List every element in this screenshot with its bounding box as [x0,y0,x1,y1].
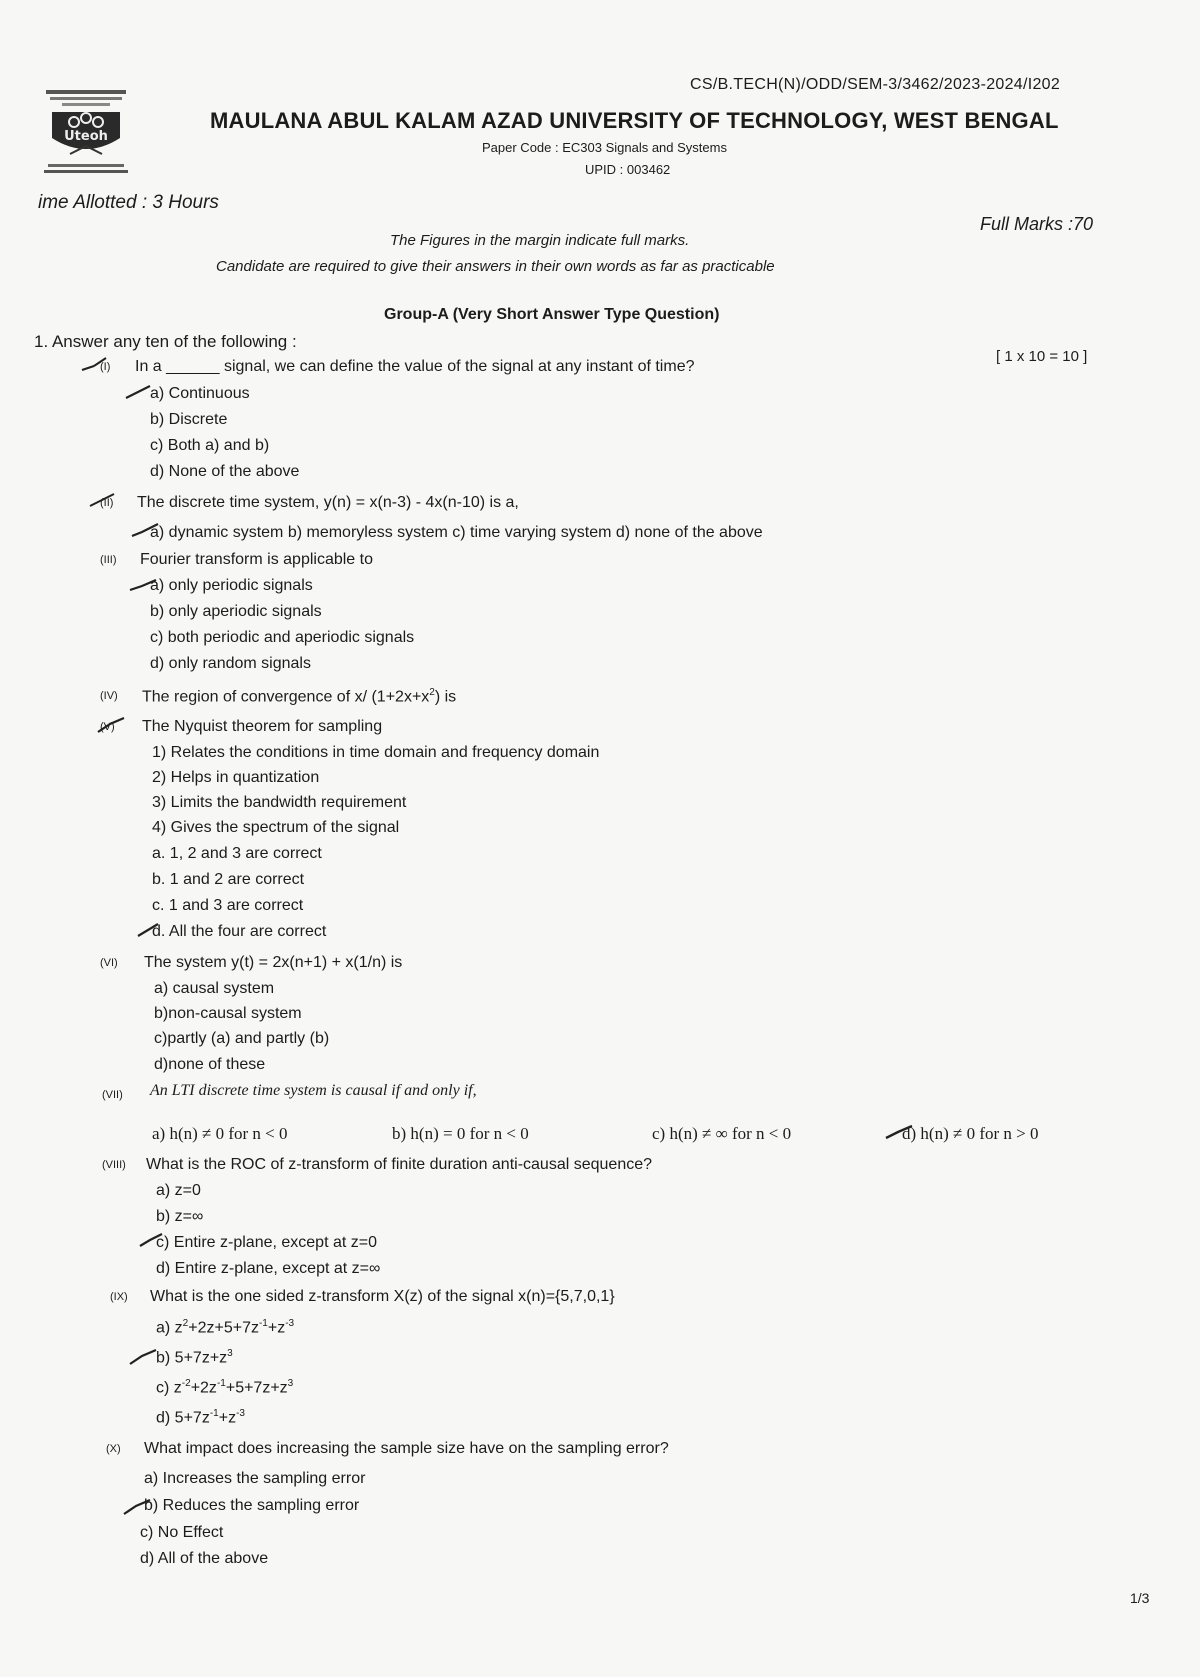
option-d: d)none of these [154,1056,266,1073]
university-logo [40,88,132,180]
group-a-title: Group-A (Very Short Answer Type Question) [384,306,720,323]
instruction-own-words: Candidate are required to give their answers in their own words as far as practicable [216,258,775,275]
option-c: c) Entire z-plane, except at z=0 [156,1234,377,1251]
handwritten-tick-mark [128,576,158,594]
option-c: c) Both a) and b) [150,437,270,454]
question-stem: What is the ROC of z-transform of finite duration anti-causal sequence? [146,1156,653,1173]
instruction-margin-marks: The Figures in the margin indicate full marks. [390,232,690,249]
handwritten-tick-mark [884,1124,914,1142]
question-stem: In a ______ signal, we can define the value of the signal at any instant of time? [135,358,695,375]
question-stem: What is the one sided z-transform X(z) of the signal x(n)={5,7,0,1} [150,1288,615,1305]
university-name: MAULANA ABUL KALAM AZAD UNIVERSITY OF TECHNOLOGY, WEST BENGAL [210,108,1059,133]
option-c: c. 1 and 3 are correct [152,897,304,914]
option-a: a) causal system [154,980,275,997]
question-1-marks: [ 1 x 10 = 10 ] [996,348,1088,365]
full-marks: Full Marks :70 [980,214,1094,234]
option-d: d. All the four are correct [152,923,327,940]
option-b: b) Discrete [150,411,228,428]
statement-1: 1) Relates the conditions in time domain and frequency domain [152,744,600,761]
handwritten-tick-mark [80,356,110,374]
question-number: (VI) [100,957,118,969]
option-a: a) Continuous [150,385,250,402]
logo-text: Uteoh [64,129,108,144]
option-b: b) $5+7z+z^3$ [156,1348,233,1367]
option-a: a) Increases the sampling error [144,1470,366,1487]
option-d: d) h(n) ≠ 0 for n > 0 [902,1124,1039,1143]
handwritten-tick-mark [96,716,126,734]
option-c: c)partly (a) and partly (b) [154,1030,330,1047]
option-c: c) No Effect [140,1524,224,1541]
question-number: (III) [100,554,117,566]
option-b: b) only aperiodic signals [150,603,322,620]
question-number: (VII) [102,1089,123,1101]
handwritten-tick-mark [128,1348,158,1366]
option-b: b) z=∞ [156,1208,204,1225]
question-stem: Fourier transform is applicable to [140,551,373,568]
statement-3: 3) Limits the bandwidth requirement [152,794,407,811]
statement-4: 4) Gives the spectrum of the signal [152,819,400,836]
option-c: c) both periodic and aperiodic signals [150,629,415,646]
handwritten-tick-mark [130,522,160,540]
question-number: (IX) [110,1291,128,1303]
question-stem: What impact does increasing the sample size have on the sampling error? [144,1440,669,1457]
option-b: b) h(n) = 0 for n < 0 [392,1124,529,1143]
time-allotted: ime Allotted : 3 Hours [38,192,219,213]
page-number: 1/3 [1130,1590,1150,1606]
question-stem: The discrete time system, y(n) = x(n-3) - 4x(n-10) is a, [137,494,519,511]
upid: UPID : 003462 [585,162,671,177]
question-stem: The system y(t) = 2x(n+1) + x(1/n) is [144,954,403,971]
paper-code: Paper Code : EC303 Signals and Systems [482,140,727,155]
question-1-title: 1. Answer any ten of the following : [34,332,297,351]
question-stem: The Nyquist theorem for sampling [142,718,383,735]
handwritten-tick-mark [122,1498,152,1516]
option-b: b. 1 and 2 are correct [152,871,305,888]
option-d: d) $5+7z^{-1}+z^{-3}$ [156,1408,245,1427]
handwritten-tick-mark [88,492,118,510]
option-d: d) Entire z-plane, except at z=∞ [156,1260,381,1277]
paper-reference-code: CS/B.TECH(N)/ODD/SEM-3/3462/2023-2024/I202 [690,76,1061,93]
option-b: b) Reduces the sampling error [144,1497,360,1514]
handwritten-tick-mark [138,1232,168,1250]
question-number: (V) [100,721,115,733]
handwritten-tick-mark [124,384,154,402]
question-stem: The region of convergence of x/ $(1+2x+x^2)$ is [142,687,457,706]
question-number: (X) [106,1443,121,1455]
option-c: c) $z^{-2}+2z^{-1}+5+7z+z^3$ [156,1378,294,1397]
question-stem: An LTI discrete time system is causal if and only if, [150,1082,477,1099]
handwritten-tick-mark [136,922,166,940]
option-d: d) All of the above [140,1550,269,1567]
question-number: (I) [100,361,111,373]
option-a: a) z=0 [156,1182,201,1199]
option-a: a. 1, 2 and 3 are correct [152,845,322,862]
option-d: d) None of the above [150,463,300,480]
option-c: c) h(n) ≠ ∞ for n < 0 [652,1124,792,1143]
option-a: a) h(n) ≠ 0 for n < 0 [152,1124,288,1143]
question-number: (VIII) [102,1159,126,1171]
statement-2: 2) Helps in quantization [152,769,320,786]
option-a: a) only periodic signals [150,577,313,594]
option-a: a) $z^2+2z+5+7z^{-1}+z^{-3}$ [156,1318,295,1337]
option-b: b)non-causal system [154,1005,302,1022]
question-number: (II) [100,497,114,509]
options-line: a) dynamic system b) memoryless system c) time varying system d) none of the above [150,524,763,541]
question-number: (IV) [100,690,118,702]
option-d: d) only random signals [150,655,311,672]
